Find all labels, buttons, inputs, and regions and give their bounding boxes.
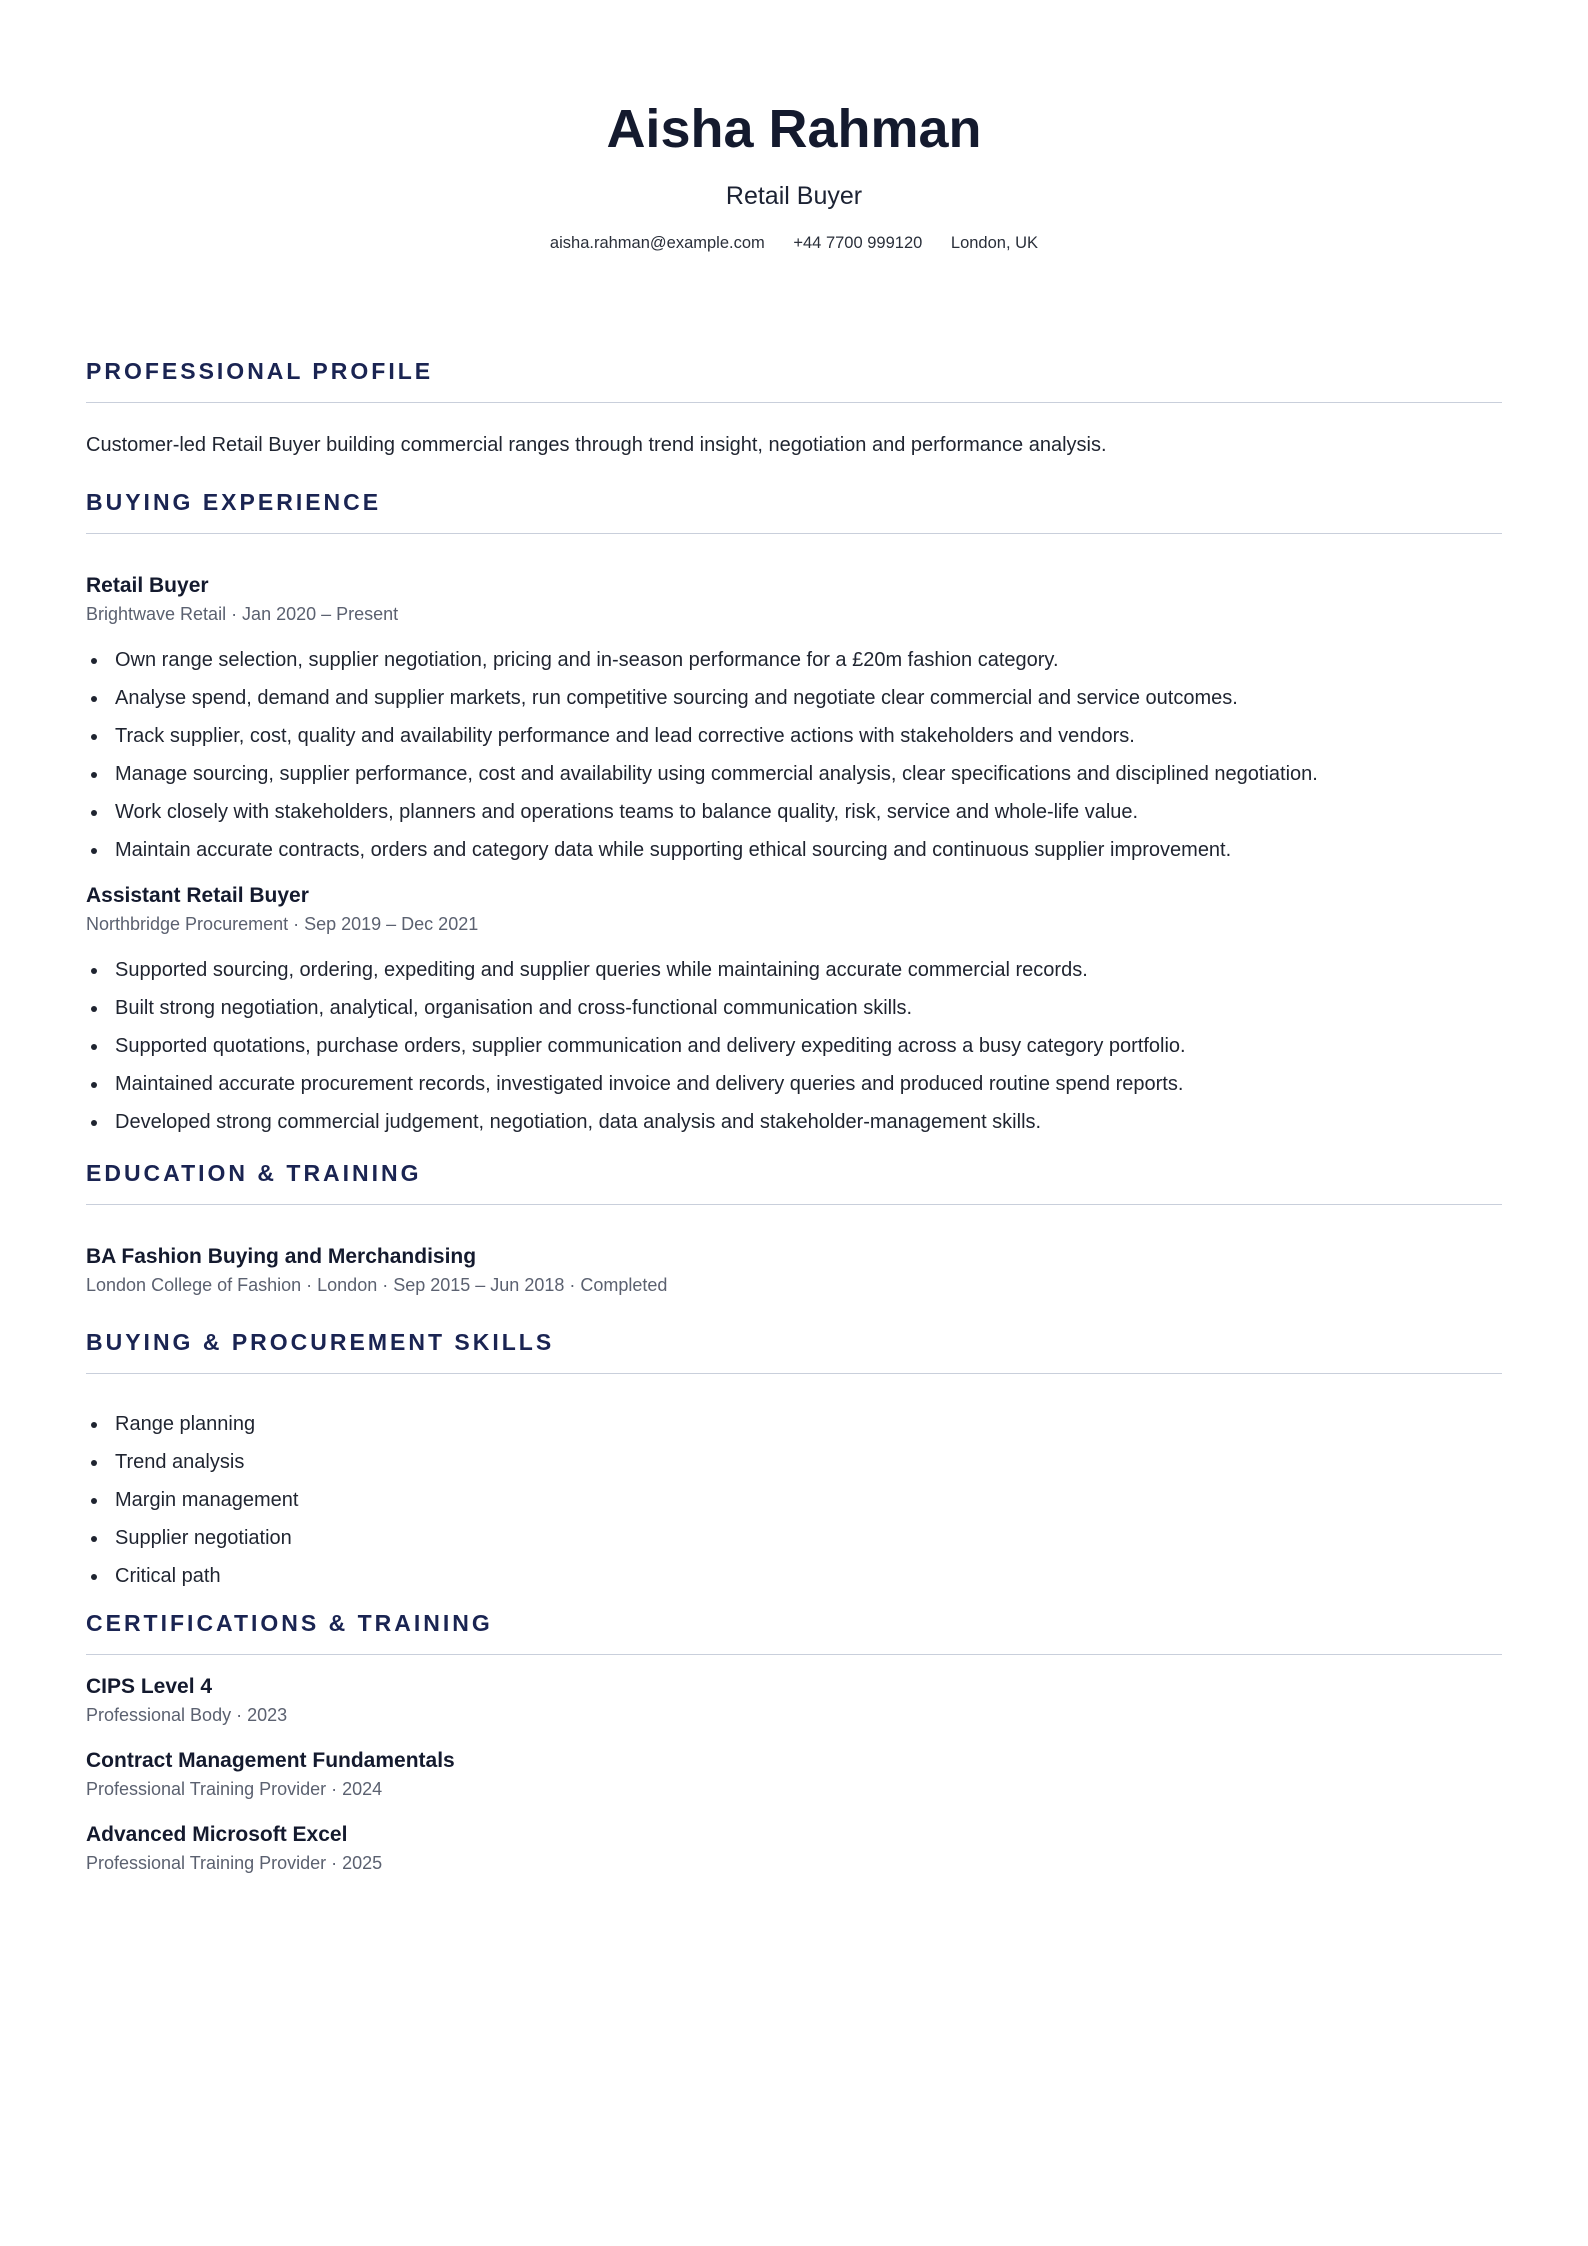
job-bullets [86, 646, 1502, 864]
section-title-skills: BUYING & PROCUREMENT SKILLS [86, 1329, 555, 1355]
list-item: Margin management [115, 1486, 1502, 1514]
list-item: Maintain accurate contracts, orders and category data while supporting ethical sourcing and continuous supplier improvement. [115, 836, 1502, 864]
section-divider [86, 1654, 1502, 1655]
profile-summary: Customer-led Retail Buyer building commercial ranges through trend insight, negotiation and performance analysis. [86, 434, 1107, 456]
job-title: Retail Buyer [86, 574, 209, 597]
list-item: Range planning [115, 1410, 1502, 1438]
section-profile [86, 356, 1502, 459]
section-experience [86, 487, 1502, 1136]
section-divider [86, 533, 1502, 534]
section-education [86, 1158, 1502, 1297]
list-item: Critical path [115, 1562, 1502, 1590]
cert-entry [86, 1673, 1502, 1727]
resume-header [86, 0, 1502, 254]
list-item: Built strong negotiation, analytical, organisation and cross-functional communication skills. [115, 994, 1502, 1022]
cert-title: CIPS Level 4 [86, 1675, 213, 1698]
degree-title: BA Fashion Buying and Merchandising [86, 1245, 477, 1268]
contact-phone[interactable]: +44 7700 999120 [793, 234, 923, 252]
list-item: Analyse spend, demand and supplier markets, run competitive sourcing and negotiate clear commercial and service outcomes. [115, 684, 1502, 712]
list-item: Track supplier, cost, quality and availability performance and lead corrective actions with stakeholders and vendors. [115, 722, 1502, 750]
job-meta: Northbridge Procurement · Sep 2019 – Dec 2021 [86, 914, 479, 934]
list-item: Manage sourcing, supplier performance, cost and availability using commercial analysis, clear specifications and disciplined negotiation. [115, 760, 1502, 788]
list-item: Supported quotations, purchase orders, supplier communication and delivery expediting across a busy category portfolio. [115, 1032, 1502, 1060]
job-title: Assistant Retail Buyer [86, 884, 309, 907]
contact-location: London, UK [950, 234, 1039, 252]
job-entry [86, 882, 1502, 1136]
cert-meta: Professional Training Provider · 2024 [86, 1779, 383, 1799]
list-item: Developed strong commercial judgement, negotiation, data analysis and stakeholder-management skills. [115, 1108, 1502, 1136]
job-bullets [86, 956, 1502, 1136]
skills-list [86, 1410, 1502, 1590]
cert-meta: Professional Training Provider · 2025 [86, 1853, 383, 1873]
job-entry [86, 572, 1502, 864]
section-certifications [86, 1608, 1502, 1875]
candidate-name: Aisha Rahman [606, 99, 982, 159]
section-title-certifications: CERTIFICATIONS & TRAINING [86, 1610, 493, 1636]
cert-entry [86, 1821, 1502, 1875]
section-divider [86, 1204, 1502, 1205]
cert-entry [86, 1747, 1502, 1801]
section-divider [86, 1373, 1502, 1374]
section-title-education: EDUCATION & TRAINING [86, 1160, 422, 1186]
section-divider [86, 402, 1502, 403]
list-item: Trend analysis [115, 1448, 1502, 1476]
cert-title: Advanced Microsoft Excel [86, 1823, 348, 1846]
education-entry [86, 1243, 1502, 1297]
list-item: Work closely with stakeholders, planners and operations teams to balance quality, risk, service and whole-life value. [115, 798, 1502, 826]
contact-line [86, 232, 1502, 254]
list-item: Supplier negotiation [115, 1524, 1502, 1552]
cert-title: Contract Management Fundamentals [86, 1749, 455, 1772]
cert-meta: Professional Body · 2023 [86, 1705, 288, 1725]
list-item: Own range selection, supplier negotiation, pricing and in-season performance for a £20m fashion category. [115, 646, 1502, 674]
candidate-role: Retail Buyer [725, 182, 863, 210]
contact-email[interactable]: aisha.rahman@example.com [549, 234, 765, 252]
section-title-experience: BUYING EXPERIENCE [86, 489, 382, 515]
list-item: Maintained accurate procurement records, investigated invoice and delivery queries and produced routine spend reports. [115, 1070, 1502, 1098]
list-item: Supported sourcing, ordering, expediting and supplier queries while maintaining accurate commercial records. [115, 956, 1502, 984]
section-title-profile: PROFESSIONAL PROFILE [86, 358, 434, 384]
section-skills [86, 1327, 1502, 1590]
degree-meta: London College of Fashion · London · Sep 2015 – Jun 2018 · Completed [86, 1275, 668, 1295]
job-meta: Brightwave Retail · Jan 2020 – Present [86, 604, 399, 624]
